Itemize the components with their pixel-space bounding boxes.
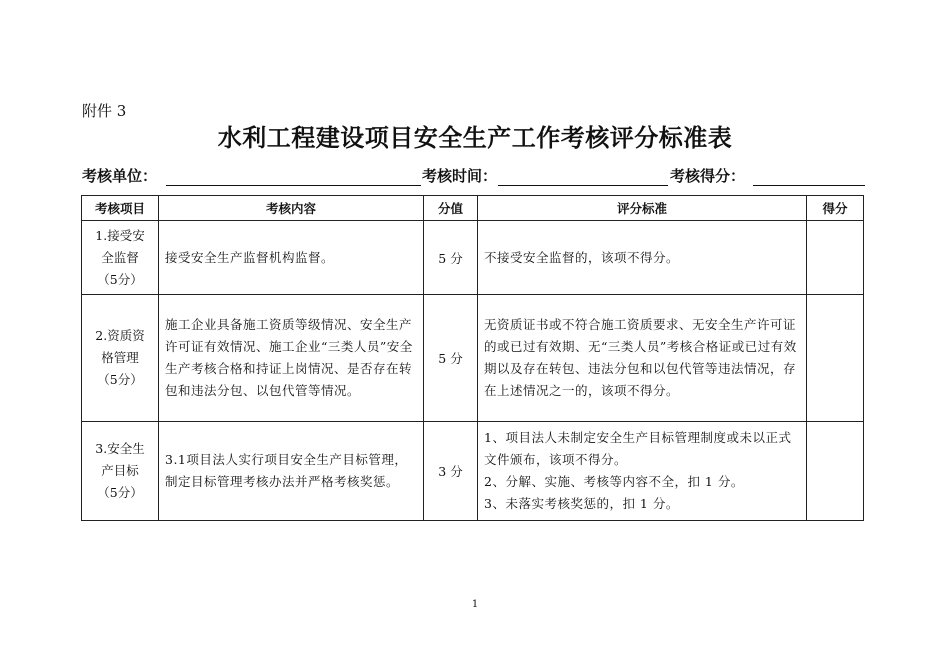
- assessment-meta-row: [82, 165, 865, 189]
- item-line: （5分）: [97, 271, 143, 287]
- item-line: 全监督: [101, 249, 139, 265]
- item-line: 格管理: [101, 350, 139, 365]
- content-cell: 施工企业具备施工资质等级情况、安全生产许可证有效情况、施工企业“三类人员”安全生产考核合格和持证上岗情况、是否存在转包和违法分包、以包代管等情况。: [159, 295, 424, 422]
- score-label: 考核得分：: [670, 167, 746, 185]
- criteria-cell: [478, 422, 807, 521]
- criteria-line: 3、未落实考核奖惩的，扣 1 分。: [484, 496, 679, 511]
- item-line: 1.接受安: [95, 227, 145, 243]
- item-line: 3.安全生: [95, 441, 145, 456]
- points-cell: 5 分: [424, 221, 478, 295]
- scoring-table: [81, 195, 864, 521]
- unit-blank-line[interactable]: [166, 185, 421, 186]
- attachment-label: 附件 3: [82, 102, 127, 120]
- criteria-line: 1、项目法人未制定安全生产目标管理制度或未以正式文件颁布，该项不得分。: [484, 430, 792, 467]
- criteria-cell: [478, 221, 807, 295]
- criteria-cell: [478, 295, 807, 422]
- points-cell: 5 分: [424, 295, 478, 422]
- table-row: [82, 221, 864, 295]
- criteria-line: 无资质证书或不符合施工资质要求、无安全生产许可证的或已过有效期、无“三类人员”考核合格证或已过有效期以及存在转包、违法分包和以包代管等违法情况，存在上述情况之一的，该项不得分。: [484, 317, 797, 398]
- header-score: 得分: [807, 196, 864, 221]
- header-item: 考核项目: [82, 196, 159, 221]
- page-title: 水利工程建设项目安全生产工作考核评分标准表: [217, 124, 733, 152]
- item-cell: [82, 221, 159, 295]
- time-blank-line[interactable]: [498, 185, 668, 186]
- item-line: 2.资质资: [95, 328, 145, 343]
- item-cell: [82, 295, 159, 422]
- table-header-row: [82, 196, 864, 221]
- header-criteria: 评分标准: [478, 196, 807, 221]
- content-cell: 接受安全生产监督机构监督。: [159, 221, 424, 295]
- header-points: 分值: [424, 196, 478, 221]
- item-line: 产目标: [101, 463, 139, 478]
- score-cell[interactable]: [807, 295, 864, 422]
- item-cell: [82, 422, 159, 521]
- score-blank-line[interactable]: [753, 185, 865, 186]
- score-cell[interactable]: [807, 422, 864, 521]
- header-content: 考核内容: [159, 196, 424, 221]
- table-row: [82, 422, 864, 521]
- page-number: 1: [471, 599, 479, 610]
- criteria-line: 2、分解、实施、考核等内容不全，扣 1 分。: [484, 474, 744, 489]
- content-cell: 3.1项目法人实行项目安全生产目标管理，制定目标管理考核办法并严格考核奖惩。: [159, 422, 424, 521]
- item-line: （5分）: [97, 372, 143, 387]
- score-cell[interactable]: [807, 221, 864, 295]
- unit-label: 考核单位：: [82, 167, 158, 185]
- table-row: [82, 295, 864, 422]
- points-cell: 3 分: [424, 422, 478, 521]
- item-line: （5分）: [97, 485, 143, 500]
- criteria-line: 不接受安全监督的，该项不得分。: [484, 249, 680, 265]
- time-label: 考核时间：: [422, 167, 498, 185]
